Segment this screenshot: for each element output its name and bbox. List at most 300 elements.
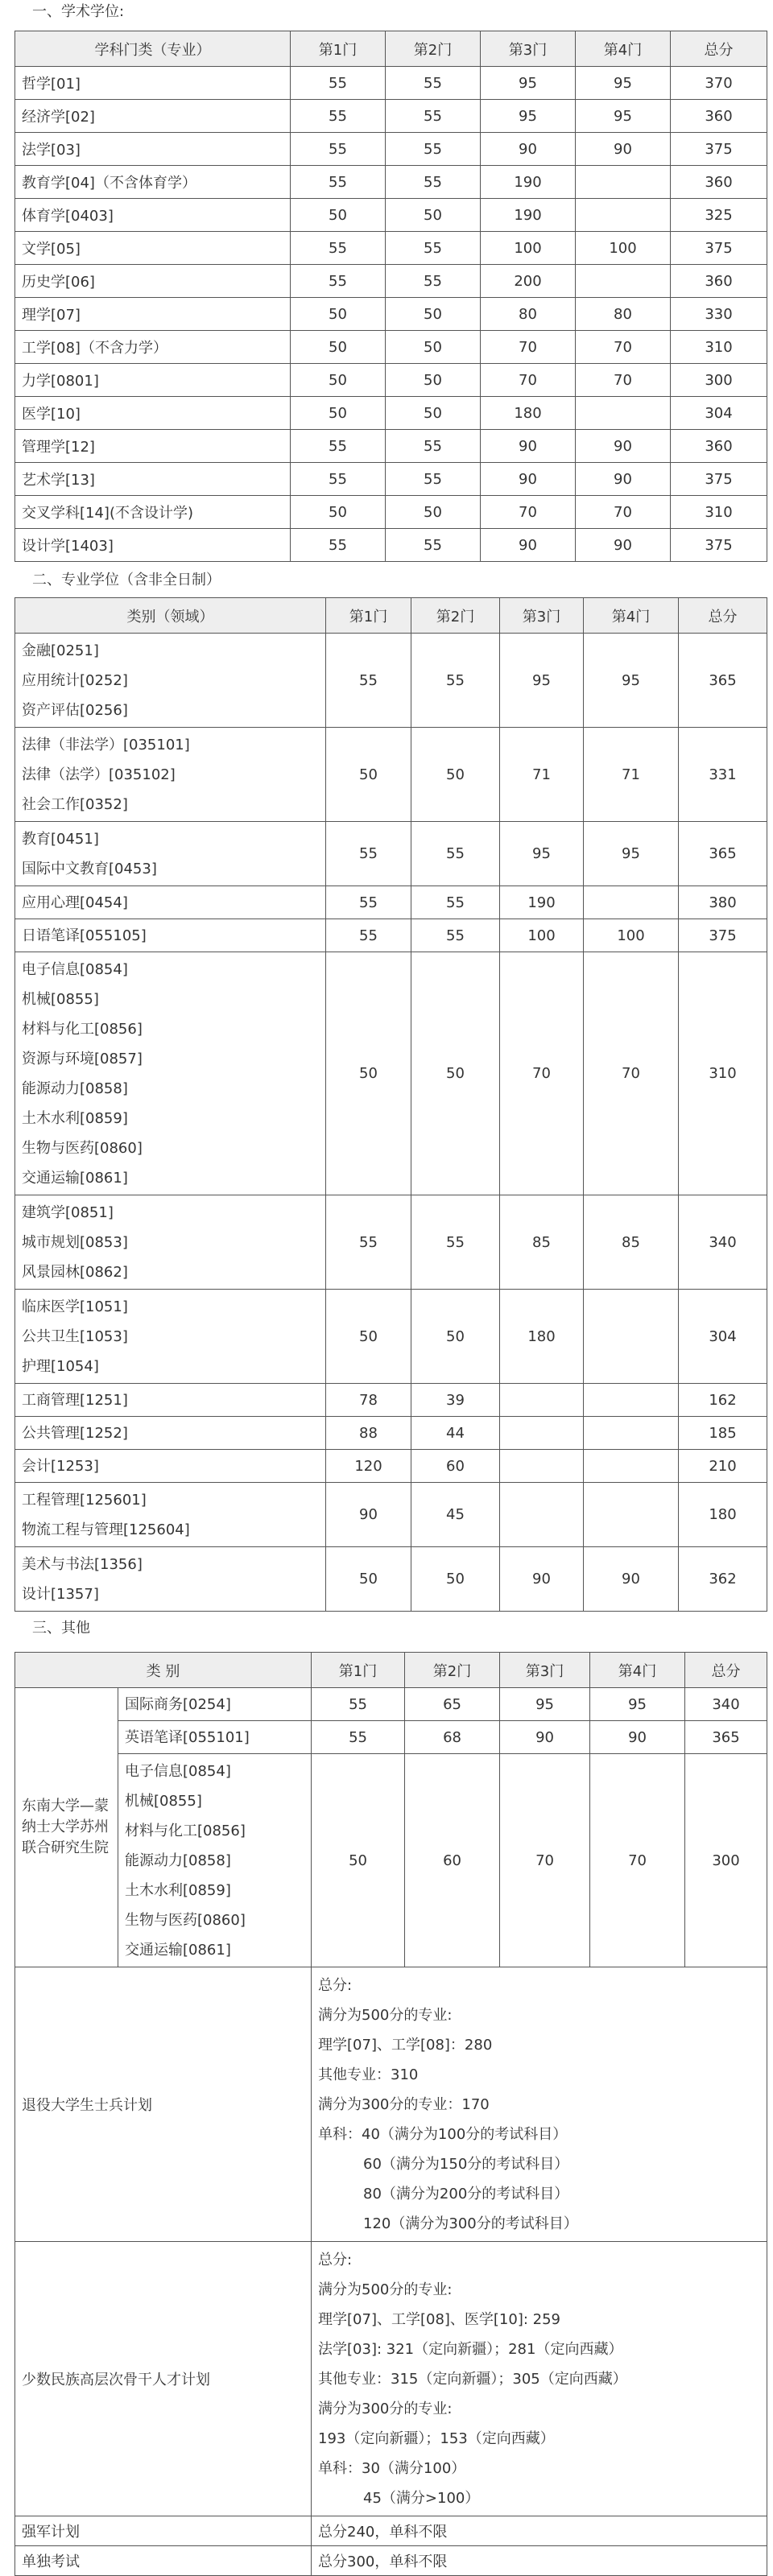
score-subject-2: 55 — [386, 133, 481, 166]
score-total: 362 — [679, 1547, 767, 1612]
score-subject-4: 100 — [584, 919, 679, 952]
score-subject-3 — [500, 1417, 584, 1450]
score-subject-1: 78 — [326, 1384, 411, 1417]
category-name: 生物与医药[0860] — [22, 1139, 143, 1157]
score-subject-2: 55 — [386, 100, 481, 133]
plan-label: 单独考试 — [15, 2546, 312, 2576]
score-total: 300 — [685, 1754, 767, 1967]
header-category: 类 别 — [15, 1653, 312, 1688]
score-subject-1: 120 — [326, 1450, 411, 1483]
score-subject-4 — [584, 1290, 679, 1384]
header-subject-3: 第3门 — [500, 598, 584, 634]
score-subject-2: 55 — [411, 1195, 500, 1290]
score-subject-1: 50 — [291, 364, 386, 397]
score-subject-3: 100 — [500, 919, 584, 952]
category-name: 电子信息[0854] — [22, 960, 128, 978]
section-title-other: 三、其他 — [32, 1620, 90, 1637]
requirement-line: 理学[07]、工学[08]、医学[10]: 259 — [318, 2311, 561, 2328]
header-subject-2: 第2门 — [405, 1653, 500, 1688]
section-title-professional: 二、专业学位（含非全日制） — [32, 572, 221, 588]
table-row — [15, 1688, 767, 1721]
score-subject-1: 50 — [326, 728, 411, 822]
score-subject-1: 55 — [312, 1688, 405, 1721]
row-category — [15, 952, 326, 1195]
score-subject-1: 50 — [291, 496, 386, 529]
score-subject-1: 55 — [291, 133, 386, 166]
score-total: 360 — [671, 100, 767, 133]
section-title-academic: 一、学术学位: — [32, 3, 125, 20]
category-name: 工商管理[1251] — [22, 1391, 128, 1409]
score-subject-3: 180 — [481, 397, 576, 430]
row-category — [15, 1483, 326, 1547]
score-subject-4 — [576, 397, 671, 430]
table-row — [15, 1450, 767, 1483]
table-row — [15, 2242, 767, 2516]
table-row — [15, 463, 767, 496]
category-name: 英语笔译[055101] — [125, 1728, 250, 1746]
score-subject-4: 90 — [576, 133, 671, 166]
category-name: 公共卫生[1053] — [22, 1327, 128, 1345]
score-subject-3: 200 — [481, 265, 576, 298]
header-subject-4: 第4门 — [584, 598, 679, 634]
table-row — [15, 331, 767, 364]
score-total: 330 — [671, 298, 767, 331]
score-subject-2: 50 — [386, 397, 481, 430]
score-subject-4: 70 — [576, 331, 671, 364]
plan-label: 强军计划 — [15, 2516, 312, 2546]
plan-requirements: 总分240，单科不限 — [312, 2516, 767, 2546]
table-row — [15, 133, 767, 166]
score-total: 375 — [671, 232, 767, 265]
row-category: 文学[05] — [15, 232, 291, 265]
score-total: 365 — [685, 1721, 767, 1754]
row-category — [15, 728, 326, 822]
table-row — [15, 265, 767, 298]
score-subject-1: 55 — [291, 166, 386, 199]
score-subject-2: 44 — [411, 1417, 500, 1450]
category-name: 护理[1054] — [22, 1357, 99, 1375]
requirement-line: 其他专业：315（定向新疆）；305（定向西藏） — [318, 2371, 627, 2388]
score-subject-3 — [500, 1483, 584, 1547]
category-name: 应用统计[0252] — [22, 671, 128, 689]
table-row — [15, 1195, 767, 1290]
category-name: 国际商务[0254] — [125, 1695, 231, 1713]
score-subject-1: 50 — [291, 397, 386, 430]
header-subject-2: 第2门 — [386, 31, 481, 67]
table-row — [15, 298, 767, 331]
row-category: 医学[10] — [15, 397, 291, 430]
row-category: 工学[08]（不含力学） — [15, 331, 291, 364]
row-category — [15, 1417, 326, 1450]
plan-label: 退役大学生士兵计划 — [15, 1967, 312, 2242]
score-subject-2: 60 — [411, 1450, 500, 1483]
score-subject-4 — [584, 1417, 679, 1450]
row-category: 力学[0801] — [15, 364, 291, 397]
score-subject-1: 55 — [291, 67, 386, 100]
category-name: 机械[0855] — [22, 990, 99, 1008]
score-subject-2: 55 — [386, 430, 481, 463]
score-subject-3: 70 — [481, 496, 576, 529]
score-subject-2: 50 — [386, 496, 481, 529]
score-subject-2: 55 — [386, 232, 481, 265]
requirement-line: 60（满分为150分的考试科目） — [363, 2156, 569, 2173]
score-subject-1: 50 — [291, 298, 386, 331]
professional-degree-table — [14, 597, 767, 1612]
table-row — [15, 919, 767, 952]
category-name: 设计[1357] — [22, 1585, 99, 1603]
category-name: 法律（非法学）[035101] — [22, 736, 190, 753]
category-name: 土木水利[0859] — [125, 1881, 231, 1899]
row-category — [15, 822, 326, 886]
score-subject-1: 55 — [326, 886, 411, 919]
score-subject-4: 80 — [576, 298, 671, 331]
score-total: 375 — [671, 529, 767, 562]
requirement-line: 总分: — [318, 1977, 353, 1994]
header-subject-4: 第4门 — [590, 1653, 685, 1688]
category-name: 土木水利[0859] — [22, 1109, 128, 1127]
score-subject-2: 60 — [405, 1754, 500, 1967]
score-subject-1: 55 — [326, 919, 411, 952]
score-subject-2: 50 — [386, 199, 481, 232]
score-subject-1: 55 — [291, 529, 386, 562]
score-subject-3: 90 — [481, 529, 576, 562]
score-subject-1: 55 — [291, 463, 386, 496]
score-subject-1: 50 — [326, 1290, 411, 1384]
table-row — [15, 634, 767, 728]
table-row — [15, 886, 767, 919]
score-subject-3: 95 — [500, 1688, 590, 1721]
score-subject-1: 55 — [312, 1721, 405, 1754]
header-subject-3: 第3门 — [500, 1653, 590, 1688]
table-row — [15, 1547, 767, 1612]
score-subject-1: 55 — [326, 1195, 411, 1290]
requirement-line: 满分为300分的专业: — [318, 2401, 453, 2417]
score-total: 360 — [671, 265, 767, 298]
row-category — [15, 886, 326, 919]
header-category: 学科门类（专业） — [15, 31, 291, 67]
header-category: 类别（领域） — [15, 598, 326, 634]
category-name: 资源与环境[0857] — [22, 1050, 143, 1067]
score-subject-1: 55 — [326, 822, 411, 886]
category-name: 会计[1253] — [22, 1457, 99, 1475]
header-subject-2: 第2门 — [411, 598, 500, 634]
category-name: 风景园林[0862] — [22, 1263, 128, 1281]
row-category — [15, 1290, 326, 1384]
score-total: 180 — [679, 1483, 767, 1547]
score-subject-4: 100 — [576, 232, 671, 265]
table-header-row — [15, 598, 767, 634]
row-category — [118, 1754, 312, 1967]
score-total: 331 — [679, 728, 767, 822]
category-name: 能源动力[0858] — [22, 1080, 128, 1097]
row-category — [15, 1547, 326, 1612]
score-subject-2: 45 — [411, 1483, 500, 1547]
category-name: 城市规划[0853] — [22, 1233, 128, 1251]
score-subject-3: 90 — [481, 463, 576, 496]
score-subject-4: 85 — [584, 1195, 679, 1290]
score-total: 360 — [671, 166, 767, 199]
row-category: 理学[07] — [15, 298, 291, 331]
score-subject-1: 50 — [291, 331, 386, 364]
score-subject-1: 50 — [326, 1547, 411, 1612]
score-subject-2: 55 — [386, 265, 481, 298]
score-subject-2: 55 — [411, 919, 500, 952]
table-row — [15, 67, 767, 100]
score-total: 360 — [671, 430, 767, 463]
plan-requirements — [312, 1967, 767, 2242]
score-subject-3: 71 — [500, 728, 584, 822]
score-subject-2: 39 — [411, 1384, 500, 1417]
category-name: 临床医学[1051] — [22, 1298, 128, 1315]
plan-requirements: 总分300，单科不限 — [312, 2546, 767, 2576]
score-subject-3: 85 — [500, 1195, 584, 1290]
score-subject-3: 100 — [481, 232, 576, 265]
score-subject-1: 55 — [291, 100, 386, 133]
row-category — [15, 919, 326, 952]
score-subject-4 — [576, 265, 671, 298]
score-subject-2: 55 — [386, 463, 481, 496]
category-name: 电子信息[0854] — [125, 1762, 231, 1780]
score-subject-1: 50 — [326, 952, 411, 1195]
score-subject-1: 50 — [312, 1754, 405, 1967]
score-total: 310 — [679, 952, 767, 1195]
score-subject-3: 190 — [500, 886, 584, 919]
table-row — [15, 529, 767, 562]
score-subject-3: 95 — [481, 67, 576, 100]
score-subject-4 — [584, 1450, 679, 1483]
header-subject-4: 第4门 — [576, 31, 671, 67]
score-subject-2: 55 — [386, 166, 481, 199]
table-row — [15, 496, 767, 529]
score-total: 380 — [679, 886, 767, 919]
score-subject-3: 70 — [500, 952, 584, 1195]
joint-institute-name: 东南大学—蒙纳士大学苏州联合研究生院 — [15, 1688, 118, 1967]
score-subject-2: 55 — [411, 634, 500, 728]
score-subject-1: 90 — [326, 1483, 411, 1547]
row-category — [15, 1195, 326, 1290]
header-subject-1: 第1门 — [326, 598, 411, 634]
score-subject-4 — [584, 886, 679, 919]
table-row — [15, 822, 767, 886]
category-name: 应用心理[0454] — [22, 894, 128, 911]
table-row — [15, 364, 767, 397]
table-row — [15, 1384, 767, 1417]
score-subject-4 — [576, 199, 671, 232]
score-subject-3 — [500, 1384, 584, 1417]
score-subject-2: 55 — [411, 822, 500, 886]
score-total: 310 — [671, 496, 767, 529]
table-row — [15, 1754, 767, 1967]
category-name: 材料与化工[0856] — [125, 1822, 246, 1839]
requirement-line: 法学[03]: 321（定向新疆）；281（定向西藏） — [318, 2341, 623, 2358]
academic-degree-table — [14, 31, 767, 562]
score-subject-3: 70 — [500, 1754, 590, 1967]
score-subject-2: 50 — [411, 1547, 500, 1612]
score-subject-4: 95 — [590, 1688, 685, 1721]
requirement-line: 满分为500分的专业: — [318, 2281, 453, 2298]
requirement-line: 总分: — [318, 2252, 353, 2268]
category-name: 公共管理[1252] — [22, 1424, 128, 1442]
header-total: 总分 — [671, 31, 767, 67]
category-name: 能源动力[0858] — [125, 1852, 231, 1869]
score-subject-3: 180 — [500, 1290, 584, 1384]
category-name: 社会工作[0352] — [22, 795, 128, 813]
requirement-line: 193（定向新疆）；153（定向西藏） — [318, 2430, 555, 2447]
score-subject-4: 95 — [576, 67, 671, 100]
table-header-row — [15, 31, 767, 67]
score-total: 310 — [671, 331, 767, 364]
score-subject-2: 68 — [405, 1721, 500, 1754]
score-subject-3: 190 — [481, 199, 576, 232]
row-category — [15, 634, 326, 728]
score-total: 375 — [671, 133, 767, 166]
row-category — [15, 1450, 326, 1483]
table-row — [15, 1721, 767, 1754]
score-subject-4 — [576, 166, 671, 199]
score-total: 300 — [671, 364, 767, 397]
score-subject-1: 88 — [326, 1417, 411, 1450]
table-row — [15, 1290, 767, 1384]
score-subject-2: 50 — [411, 728, 500, 822]
requirement-line: 其他专业：310 — [318, 2066, 419, 2083]
score-subject-4 — [584, 1384, 679, 1417]
row-category: 哲学[01] — [15, 67, 291, 100]
score-subject-4: 90 — [576, 430, 671, 463]
plan-label: 少数民族高层次骨干人才计划 — [15, 2242, 312, 2516]
plan-requirements — [312, 2242, 767, 2516]
category-name: 交通运输[0861] — [22, 1169, 128, 1187]
score-subject-2: 55 — [411, 886, 500, 919]
header-subject-1: 第1门 — [291, 31, 386, 67]
score-subject-4: 90 — [576, 463, 671, 496]
score-total: 185 — [679, 1417, 767, 1450]
score-subject-3: 80 — [481, 298, 576, 331]
header-total: 总分 — [685, 1653, 767, 1688]
row-category — [15, 1384, 326, 1417]
table-header-row — [15, 1653, 767, 1688]
score-subject-4: 70 — [584, 952, 679, 1195]
score-subject-3: 95 — [481, 100, 576, 133]
table-row — [15, 232, 767, 265]
score-total: 340 — [679, 1195, 767, 1290]
category-name: 日语笔译[055105] — [22, 927, 147, 944]
score-total: 365 — [679, 822, 767, 886]
score-subject-2: 55 — [386, 529, 481, 562]
score-subject-4: 71 — [584, 728, 679, 822]
table-row — [15, 1417, 767, 1450]
category-name: 建筑学[0851] — [22, 1203, 114, 1221]
score-subject-4 — [584, 1483, 679, 1547]
score-total: 340 — [685, 1688, 767, 1721]
score-subject-2: 50 — [411, 1290, 500, 1384]
table-row — [15, 1967, 767, 2242]
score-subject-4: 95 — [584, 822, 679, 886]
score-total: 365 — [679, 634, 767, 728]
score-subject-4: 70 — [590, 1754, 685, 1967]
score-subject-4: 95 — [576, 100, 671, 133]
score-subject-1: 55 — [326, 634, 411, 728]
score-subject-2: 55 — [386, 67, 481, 100]
category-name: 交通运输[0861] — [125, 1941, 231, 1959]
score-subject-1: 50 — [291, 199, 386, 232]
table-row — [15, 397, 767, 430]
score-subject-2: 50 — [386, 364, 481, 397]
requirement-line: 理学[07]、工学[08]：280 — [318, 2037, 493, 2054]
table-row — [15, 1483, 767, 1547]
other-plans-table — [14, 1652, 767, 2576]
table-row — [15, 199, 767, 232]
category-name: 资产评估[0256] — [22, 701, 128, 719]
requirement-line: 满分为300分的专业：170 — [318, 2096, 490, 2113]
score-total: 304 — [671, 397, 767, 430]
category-name: 材料与化工[0856] — [22, 1020, 143, 1038]
table-row — [15, 166, 767, 199]
score-total: 375 — [671, 463, 767, 496]
requirement-line: 45（满分>100） — [363, 2490, 480, 2507]
score-subject-1: 55 — [291, 430, 386, 463]
category-name: 生物与医药[0860] — [125, 1911, 246, 1929]
requirement-line: 单科：30（满分100） — [318, 2460, 466, 2477]
table-row — [15, 2546, 767, 2576]
requirement-line: 满分为500分的专业: — [318, 2007, 453, 2024]
score-subject-4: 70 — [576, 496, 671, 529]
score-subject-1: 55 — [291, 265, 386, 298]
row-category: 管理学[12] — [15, 430, 291, 463]
score-total: 325 — [671, 199, 767, 232]
score-total: 375 — [679, 919, 767, 952]
score-subject-1: 55 — [291, 232, 386, 265]
score-subject-4: 70 — [576, 364, 671, 397]
score-subject-3: 90 — [481, 133, 576, 166]
category-name: 教育[0451] — [22, 830, 99, 848]
category-name: 机械[0855] — [125, 1792, 202, 1810]
score-subject-3: 190 — [481, 166, 576, 199]
category-name: 法律（法学）[035102] — [22, 766, 176, 783]
score-subject-3: 95 — [500, 822, 584, 886]
category-name: 工程管理[125601] — [22, 1491, 147, 1509]
score-total: 162 — [679, 1384, 767, 1417]
score-subject-3: 90 — [500, 1721, 590, 1754]
score-subject-4: 90 — [584, 1547, 679, 1612]
table-row — [15, 430, 767, 463]
row-category: 教育学[04]（不含体育学） — [15, 166, 291, 199]
table-row — [15, 100, 767, 133]
score-total: 370 — [671, 67, 767, 100]
row-category: 交叉学科[14](不含设计学) — [15, 496, 291, 529]
row-category: 法学[03] — [15, 133, 291, 166]
requirement-line: 单科：40（满分为100分的考试科目） — [318, 2126, 568, 2143]
score-total: 304 — [679, 1290, 767, 1384]
row-category — [118, 1721, 312, 1754]
row-category — [118, 1688, 312, 1721]
score-subject-3: 70 — [481, 364, 576, 397]
table-row — [15, 952, 767, 1195]
score-subject-2: 50 — [386, 298, 481, 331]
header-subject-3: 第3门 — [481, 31, 576, 67]
score-subject-2: 50 — [386, 331, 481, 364]
header-subject-1: 第1门 — [312, 1653, 405, 1688]
category-name: 国际中文教育[0453] — [22, 860, 157, 877]
score-subject-3 — [500, 1450, 584, 1483]
table-row — [15, 728, 767, 822]
row-category: 艺术学[13] — [15, 463, 291, 496]
score-subject-3: 95 — [500, 634, 584, 728]
requirement-line: 80（满分为200分的考试科目） — [363, 2186, 569, 2202]
row-category: 体育学[0403] — [15, 199, 291, 232]
row-category: 设计学[1403] — [15, 529, 291, 562]
score-total: 210 — [679, 1450, 767, 1483]
row-category: 历史学[06] — [15, 265, 291, 298]
